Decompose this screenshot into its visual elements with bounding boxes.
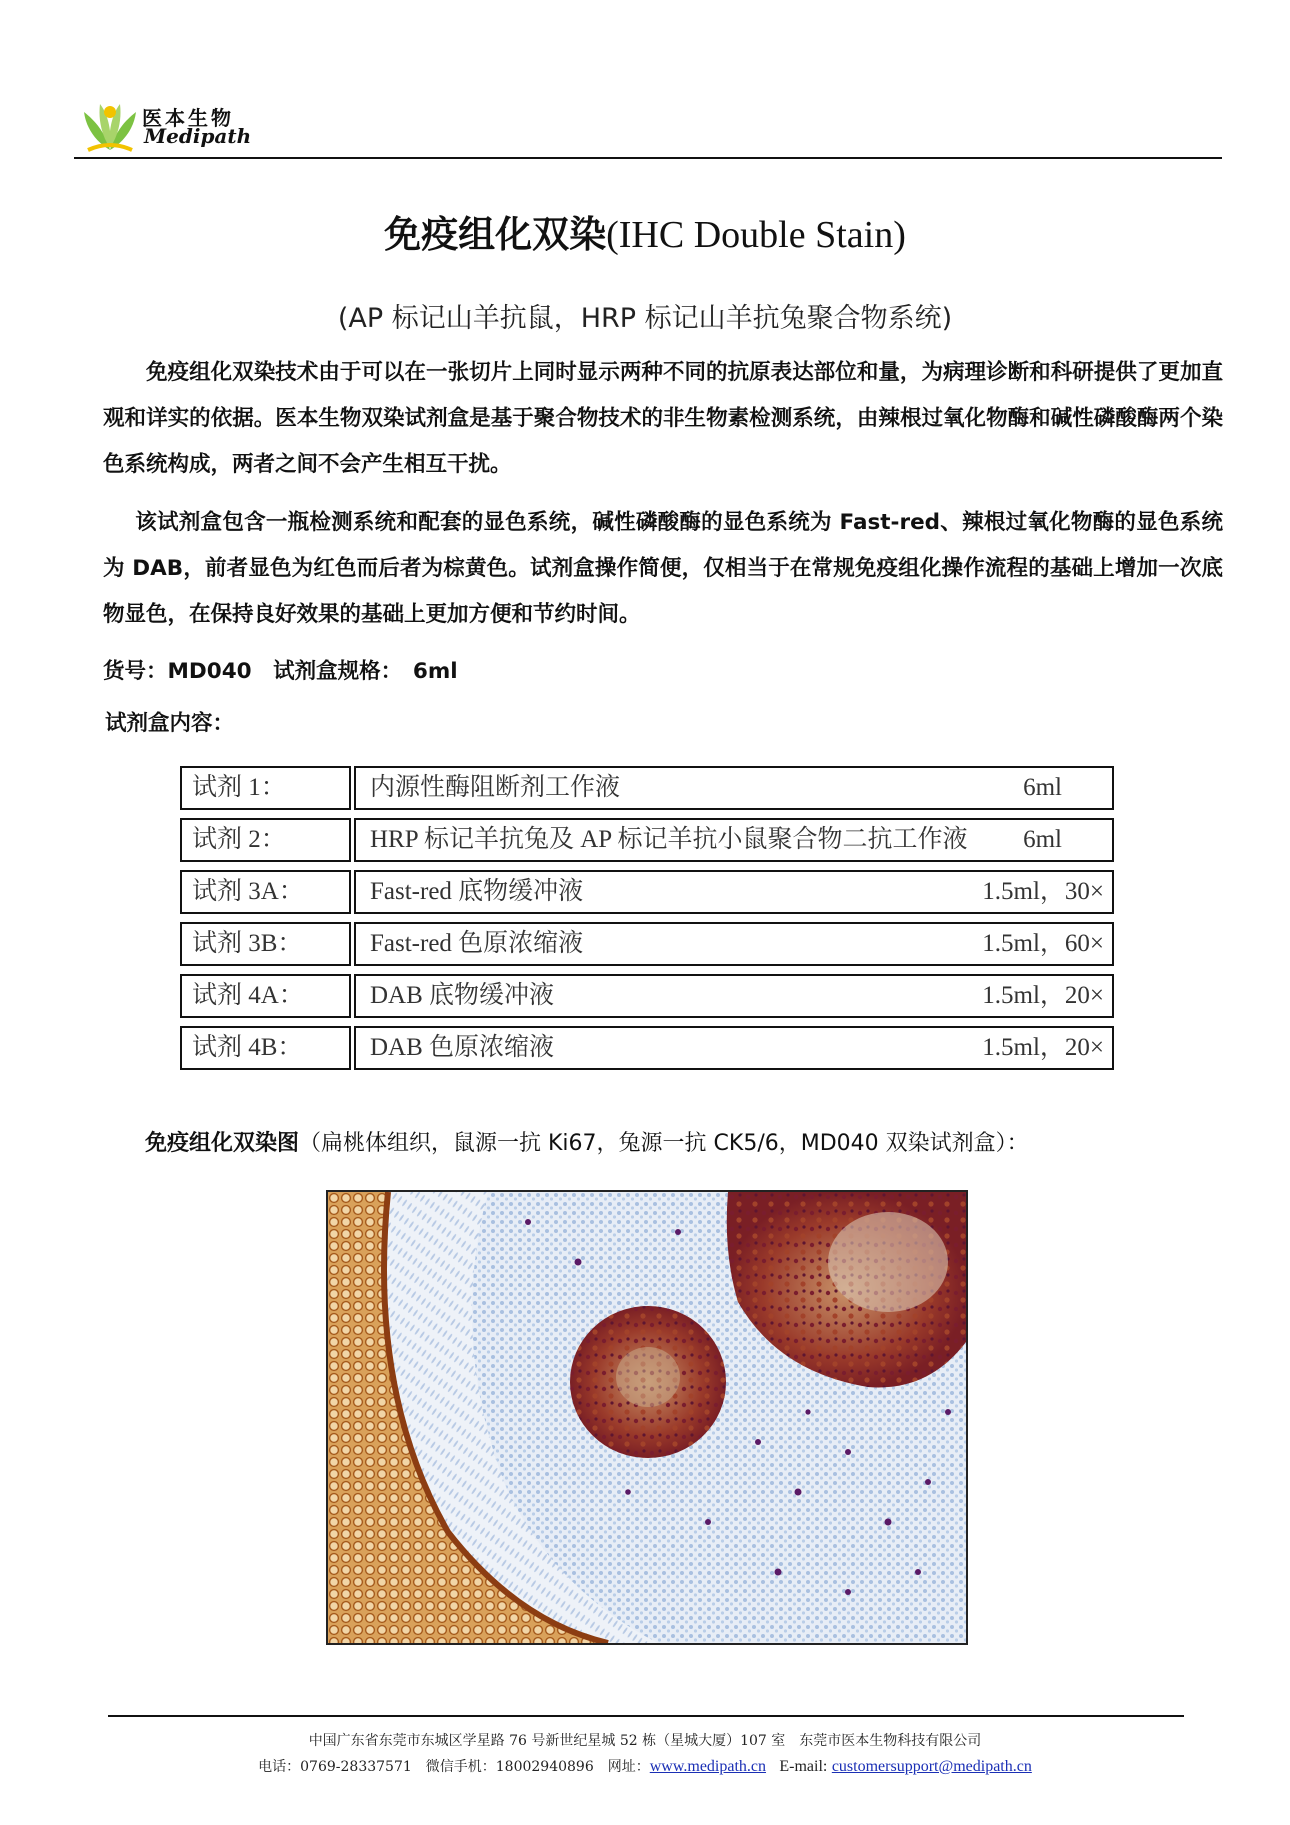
intro-text: 免疫组化双染技术由于可以在一张切片上同时显示两种不同的抗原表达部位和量，为病理诊断和科研提供了更加直观和详实的依据。医本生物双染试剂盒是基于聚合物技术的非生物素检测系统，由辣根过氧化物酶和碱性磷酸酶两个染色系统构成，两者之间不会产生相互干扰。 [103, 360, 1223, 477]
footer-phone: 电话：0769-28337571 微信手机：18002940896 网址： [258, 1759, 650, 1775]
reagent-name: Fast-red 底物缓冲液 [370, 878, 584, 905]
reagent-id-cell: 试剂 3B： [180, 922, 351, 966]
reagent-name-cell [354, 818, 1114, 862]
kit-contents-label: 试剂盒内容： [105, 711, 235, 736]
reagent-amount: 1.5ml，60× [982, 930, 1104, 957]
reagent-id-cell: 试剂 4B： [180, 1026, 351, 1070]
reagent-name: Fast-red 色原浓缩液 [370, 930, 584, 957]
micrograph-drawing [328, 1192, 966, 1643]
website-link[interactable]: www.medipath.cn [649, 1758, 767, 1775]
email-link[interactable]: customersupport@medipath.cn [831, 1758, 1032, 1775]
catalog-line: 货号：MD040 试剂盒规格： 6ml [103, 659, 458, 684]
reagent-name-cell [354, 922, 1114, 966]
reagent-name-cell [354, 766, 1114, 810]
title-english: (IHC Double Stain) [606, 214, 906, 256]
reagent-amount: 1.5ml，20× [982, 1034, 1104, 1061]
figure-caption [145, 1126, 1029, 1157]
figure-caption-title: 免疫组化双染图 [145, 1131, 300, 1156]
reagent-id-cell: 试剂 1： [180, 766, 351, 810]
title-chinese: 免疫组化双染 [384, 213, 607, 256]
header-divider [74, 157, 1222, 159]
reagent-amount: 1.5ml，20× [982, 982, 1104, 1009]
logo-chinese-name: 医本生物 [142, 106, 234, 130]
reagent-id-cell: 试剂 3A： [180, 870, 351, 914]
reagent-name: DAB 底物缓冲液 [370, 982, 555, 1009]
ihc-micrograph-image [326, 1190, 968, 1645]
footer-contact [0, 1756, 1290, 1776]
page-subtitle: (AP 标记山羊抗鼠，HRP 标记山羊抗兔聚合物系统) [337, 303, 953, 334]
reagent-amount: 1.5ml，30× [982, 878, 1104, 905]
reagent-name-cell [354, 870, 1114, 914]
reagent-name-cell [354, 974, 1114, 1018]
reagent-id-cell: 试剂 4A： [180, 974, 351, 1018]
reagent-amount: 6ml [1023, 774, 1062, 801]
company-logo [78, 92, 252, 156]
leaf-logo-icon [78, 92, 142, 154]
reagent-amount: 6ml [1023, 826, 1062, 853]
page-title [0, 204, 1290, 258]
footer-address: 中国广东省东莞市东城区学星路 76 号新世纪星城 52 栋（星城大厦）107 室 东莞市医本生物科技有限公司 [308, 1733, 982, 1749]
reagent-name: DAB 色原浓缩液 [370, 1034, 555, 1061]
intro-paragraph [103, 350, 1223, 488]
logo-english-name: Medipath [144, 124, 252, 148]
reagent-name-cell [354, 1026, 1114, 1070]
reagent-id-cell: 试剂 2： [180, 818, 351, 862]
figure-caption-detail: （扁桃体组织，鼠源一抗 Ki67，兔源一抗 CK5/6，MD040 双染试剂盒）： [299, 1131, 1029, 1156]
reagent-name: 内源性酶阻断剂工作液 [370, 774, 621, 801]
kit-description-paragraph [103, 500, 1223, 638]
footer-divider [108, 1715, 1184, 1717]
email-label: E-mail: [779, 1758, 828, 1775]
reagent-name: HRP 标记羊抗兔及 AP 标记羊抗小鼠聚合物二抗工作液 [370, 826, 968, 853]
kit-description-text: 该试剂盒包含一瓶检测系统和配套的显色系统，碱性磷酸酶的显色系统为 Fast-red、辣根过氧化物酶的显色系统为 DAB，前者显色为红色而后者为棕黄色。试剂盒操作简便，仅相当于在常规免疫组化操作流程的基础上增加一次底物显色，在保持良好效果的基础上更加方便和节约时间。 [103, 510, 1223, 627]
